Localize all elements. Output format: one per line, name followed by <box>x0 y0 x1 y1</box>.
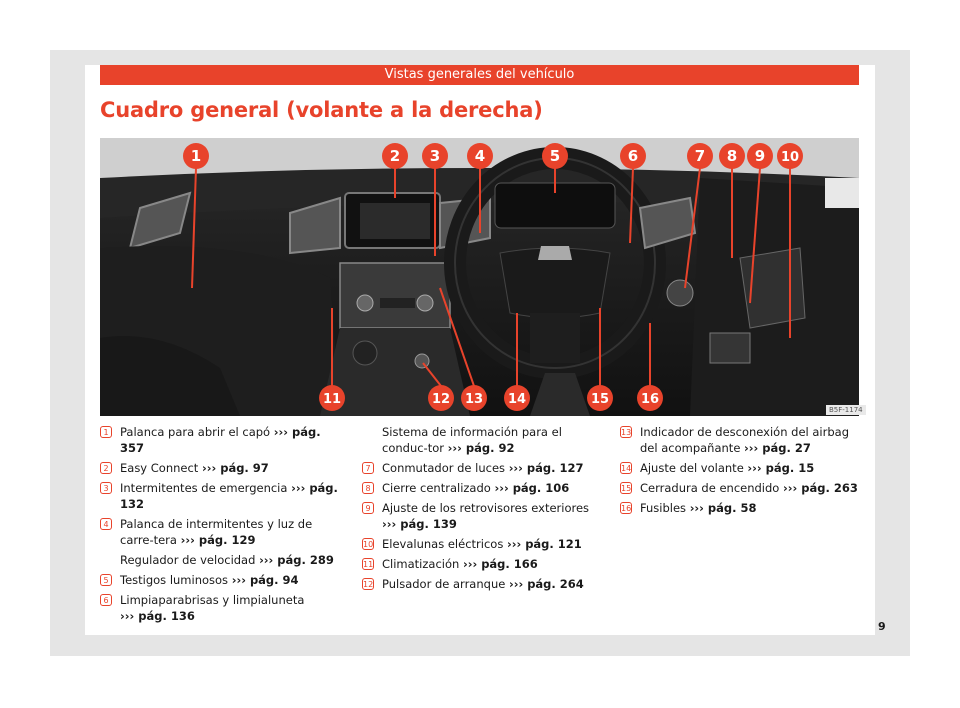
legend-item-6 <box>100 592 345 624</box>
page-reference-link[interactable]: ››› pág. 357 <box>120 425 321 455</box>
callout-number: 15 <box>590 392 610 407</box>
gear-knob <box>353 341 377 365</box>
callout-number: 5 <box>549 147 561 165</box>
item-text: Cierre centralizado <box>382 481 491 495</box>
item-number-badge: 11 <box>363 560 374 569</box>
item-text: Ajuste de los retrovisores exteriores <box>382 501 590 515</box>
legend-item-5 <box>100 572 345 588</box>
callout-number: 16 <box>640 392 660 407</box>
callout-15 <box>587 385 613 411</box>
page-reference-link[interactable]: ››› pág. 289 <box>259 553 334 567</box>
dashboard-photo <box>100 138 859 416</box>
item-text: Palanca de intermitentes y luz de carre-tera <box>120 517 313 547</box>
item-text: Ajuste del volante <box>640 461 744 475</box>
item-text: Testigos luminosos <box>120 573 229 587</box>
screen-display <box>360 203 430 239</box>
callout-7 <box>687 143 713 169</box>
light-switch <box>667 280 693 306</box>
legend-column-3 <box>620 424 865 520</box>
legend-item-4 <box>100 516 345 548</box>
item-number-badge: 5 <box>100 574 112 586</box>
item-number-badge: 1 <box>100 426 112 438</box>
callout-14 <box>504 385 530 411</box>
item-number-badge: 9 <box>362 502 374 514</box>
item-number-badge: 16 <box>621 504 632 513</box>
item-text: Elevalunas eléctricos <box>382 537 504 551</box>
legend-item-11 <box>362 556 607 572</box>
item-text: Sistema de información para el conduc-tor <box>382 425 562 455</box>
start-button <box>415 354 429 368</box>
callout-number: 14 <box>507 392 527 407</box>
callout-2 <box>382 143 408 169</box>
item-number-badge: 3 <box>100 482 112 494</box>
page-reference-link[interactable]: ››› pág. 132 <box>120 481 338 511</box>
item-text: Intermitentes de emergencia <box>120 481 288 495</box>
legend-item-9 <box>362 500 607 532</box>
legend-item-14 <box>620 460 865 476</box>
callout-1 <box>183 143 209 169</box>
page-reference-link[interactable]: ››› pág. 139 <box>382 517 457 531</box>
callout-number: 2 <box>389 147 401 165</box>
page-reference-link[interactable]: ››› pág. 166 <box>462 557 538 571</box>
page-reference-link[interactable]: ››› pág. 97 <box>201 461 269 475</box>
climate-knob-left <box>357 295 373 311</box>
door-handle <box>740 248 805 328</box>
item-number-badge: 12 <box>363 580 374 589</box>
item-text: Climatización <box>382 557 460 571</box>
climate-buttons <box>380 298 415 308</box>
item-text: Pulsador de arranque <box>382 577 506 591</box>
callout-number: 8 <box>726 147 738 165</box>
legend-column-2 <box>362 424 607 596</box>
callout-5 <box>542 143 568 169</box>
page-reference-link[interactable]: ››› pág. 121 <box>506 537 582 551</box>
item-number-badge: 15 <box>621 484 632 493</box>
item-text: Indicador de desconexión del airbag del acompañante <box>640 425 850 455</box>
callout-4 <box>467 143 493 169</box>
legend-item-1 <box>100 424 345 456</box>
climate-knob-right <box>417 295 433 311</box>
callout-13 <box>461 385 487 411</box>
legend-item-2 <box>100 460 345 476</box>
callout-9 <box>747 143 773 169</box>
item-text: Fusibles <box>640 501 687 515</box>
page-reference-link[interactable]: ››› pág. 106 <box>494 481 570 495</box>
callout-number: 6 <box>627 147 639 165</box>
callout-number: 11 <box>322 392 342 407</box>
item-number-badge: 6 <box>100 594 112 606</box>
section-header: Vistas generales del vehículo <box>100 65 859 85</box>
legend-item-13 <box>620 424 865 456</box>
climate-panel <box>340 263 450 328</box>
legend-column-1 <box>100 424 345 628</box>
legend-item-7 <box>362 460 607 476</box>
item-text: Cerradura de encendido <box>640 481 780 495</box>
callout-8 <box>719 143 745 169</box>
page-reference-link[interactable]: ››› pág. 264 <box>508 577 584 591</box>
page-reference-link[interactable]: ››› pág. 94 <box>231 573 299 587</box>
callout-number: 4 <box>474 147 486 165</box>
legend-item-10 <box>362 536 607 552</box>
page-reference-link[interactable]: ››› pág. 15 <box>747 461 815 475</box>
page-reference-link[interactable]: ››› pág. 136 <box>120 609 195 623</box>
item-number-badge: 7 <box>362 462 374 474</box>
item-number-badge: 10 <box>363 540 374 549</box>
callout-number: 10 <box>780 150 800 165</box>
legend-item-16 <box>620 500 865 516</box>
callout-number: 12 <box>431 392 451 407</box>
callout-6 <box>620 143 646 169</box>
legend-item-8 <box>362 480 607 496</box>
window-controls <box>710 333 750 363</box>
legend-item-15 <box>620 480 865 496</box>
callout-number: 1 <box>190 147 202 165</box>
page-title: Cuadro general (volante a la derecha) <box>100 98 543 122</box>
callout-number: 7 <box>694 147 706 165</box>
seat-logo <box>538 246 572 260</box>
callout-number: 9 <box>754 147 766 165</box>
item-number-badge: 8 <box>362 482 374 494</box>
callout-16 <box>637 385 663 411</box>
page-reference-link[interactable]: ››› pág. 263 <box>783 481 858 495</box>
item-text: Regulador de velocidad <box>120 553 256 567</box>
callout-12 <box>428 385 454 411</box>
item-text: Easy Connect <box>120 461 199 475</box>
callout-3 <box>422 143 448 169</box>
item-number-badge: 13 <box>621 428 632 437</box>
legend-item-3 <box>100 480 345 512</box>
page-reference-link[interactable]: ››› pág. 27 <box>744 441 811 455</box>
item-number-badge: 14 <box>621 464 632 473</box>
item-number-badge: 2 <box>100 462 112 474</box>
legend-item-6-continued <box>362 424 607 456</box>
item-text: Palanca para abrir el capó <box>120 425 271 439</box>
figure-code: B5F-1174 <box>826 405 866 415</box>
page-reference-link[interactable]: ››› pág. 92 <box>447 441 515 455</box>
legend-item-12 <box>362 576 607 592</box>
page-number: 9 <box>878 620 886 633</box>
callout-10 <box>777 143 803 169</box>
item-number-badge: 4 <box>100 518 112 530</box>
legend-item-4-continued <box>100 552 345 568</box>
page-reference-link[interactable]: ››› pág. 58 <box>689 501 757 515</box>
wheel-lower-spoke <box>530 313 580 363</box>
side-window <box>825 178 859 208</box>
item-text: Limpiaparabrisas y limpialuneta <box>120 593 305 607</box>
page-reference-link[interactable]: ››› pág. 129 <box>180 533 256 547</box>
item-text: Conmutador de luces <box>382 461 506 475</box>
callout-number: 13 <box>464 392 484 407</box>
page-reference-link[interactable]: ››› pág. 127 <box>508 461 584 475</box>
callout-number: 3 <box>429 147 441 165</box>
callout-11 <box>319 385 345 411</box>
